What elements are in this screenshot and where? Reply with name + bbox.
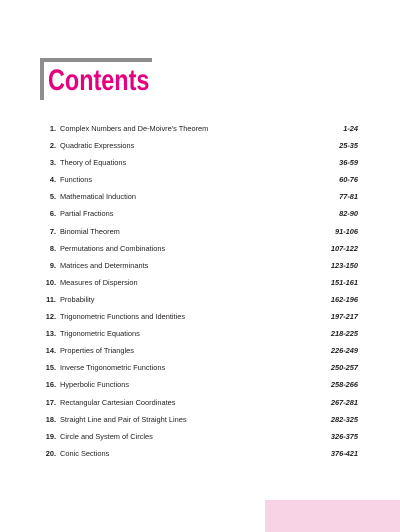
toc-entry[interactable] [40,223,358,240]
toc-entry-number: 20. [45,448,56,458]
toc-entry-pages: 258-266 [330,380,358,390]
toc-entry-number: 9. [49,260,56,270]
toc-entry-number: 11. [46,294,56,304]
toc-entry-title: Hyperbolic Functions [60,380,130,390]
toc-entry-pages: 1-24 [343,124,358,133]
toc-entry-title: Trigonometric Equations [60,329,140,339]
toc-entry[interactable] [40,171,358,188]
toc-entry-pages: 226-249 [330,346,358,356]
toc-entry-number: 18. [45,414,56,424]
toc-entry-title: Matrices and Determinants [60,260,149,270]
toc-entry[interactable] [40,325,358,342]
toc-entry-number: 6. [49,209,56,219]
toc-entry-number: 4. [49,175,56,185]
toc-entry-number: 3. [49,158,56,168]
toc-entry-number: 8. [49,243,56,253]
toc-entry-pages: 218-225 [330,329,358,339]
toc-entry[interactable] [40,205,358,222]
table-of-contents [40,120,358,462]
toc-entry-title: Straight Line and Pair of Straight Lines [60,414,187,424]
toc-entry-pages: 60-76 [339,175,358,185]
toc-entry[interactable] [40,120,358,137]
toc-entry-pages: 376-421 [330,448,358,458]
toc-entry[interactable] [40,359,358,376]
toc-entry[interactable] [40,376,358,393]
toc-entry-title: Complex Numbers and De-Moivre's Theorem [60,124,209,133]
toc-entry-pages: 91-106 [334,226,358,236]
toc-entry-pages: 250-257 [330,363,358,373]
toc-entry-pages: 36-59 [339,158,358,168]
toc-entry-pages: 282-325 [330,414,358,424]
toc-entry-number: 2. [49,141,56,151]
toc-entry-pages: 25-35 [339,141,358,151]
toc-entry-title: Quadratic Expressions [60,141,135,151]
toc-entry-number: 15. [45,363,56,373]
toc-entry-pages: 123-150 [330,260,358,270]
toc-entry-pages: 197-217 [330,312,358,322]
toc-entry[interactable] [40,291,358,308]
toc-entry[interactable] [40,394,358,411]
toc-entry-number: 1. [49,124,56,133]
contents-heading-box [40,58,152,100]
toc-entry-pages: 82-90 [339,209,358,219]
toc-entry-pages: 162-196 [330,294,358,304]
toc-entry-number: 14. [45,346,56,356]
toc-entry-number: 17. [45,397,56,407]
toc-entry-title: Partial Fractions [60,209,114,219]
toc-entry-number: 19. [45,431,56,441]
toc-entry[interactable] [40,308,358,325]
toc-entry-title: Measures of Dispersion [60,277,138,287]
toc-entry-title: Inverse Trigonometric Functions [60,363,166,373]
toc-entry-title: Rectangular Cartesian Coordinates [60,397,176,407]
toc-entry-title: Mathematical Induction [60,192,136,202]
toc-entry-title: Binomial Theorem [60,226,120,236]
toc-entry-number: 12. [45,312,56,322]
toc-entry-pages: 107-122 [330,243,358,253]
toc-entry-pages: 267-281 [330,397,358,407]
toc-entry-title: Circle and System of Circles [60,431,153,441]
toc-entry-title: Properties of Triangles [60,346,134,356]
toc-entry-title: Conic Sections [60,448,110,458]
toc-entry-title: Probability [60,294,95,304]
toc-entry[interactable] [40,274,358,291]
toc-entry-pages: 77-81 [339,192,358,202]
toc-entry-number: 7. [49,226,56,236]
toc-entry-title: Theory of Equations [60,158,127,168]
toc-entry[interactable] [40,257,358,274]
toc-entry-pages: 326-375 [330,431,358,441]
toc-entry[interactable] [40,411,358,428]
corner-decoration [265,500,400,532]
toc-entry-title: Functions [60,175,93,185]
toc-entry-number: 16. [45,380,56,390]
toc-entry-title: Trigonometric Functions and Identities [60,312,186,322]
toc-entry-number: 10. [45,277,56,287]
toc-entry-number: 5. [49,192,56,202]
toc-entry[interactable] [40,428,358,445]
page-title: Contents [48,64,150,97]
toc-entry[interactable] [40,445,358,462]
toc-entry-number: 13. [45,329,56,339]
heading-frame-left [40,58,44,100]
toc-entry[interactable] [40,137,358,154]
toc-entry-title: Permutations and Combinations [60,243,166,253]
toc-entry[interactable] [40,154,358,171]
toc-entry-pages: 151-161 [330,277,358,287]
toc-entry[interactable] [40,188,358,205]
toc-entry[interactable] [40,240,358,257]
toc-entry[interactable] [40,342,358,359]
